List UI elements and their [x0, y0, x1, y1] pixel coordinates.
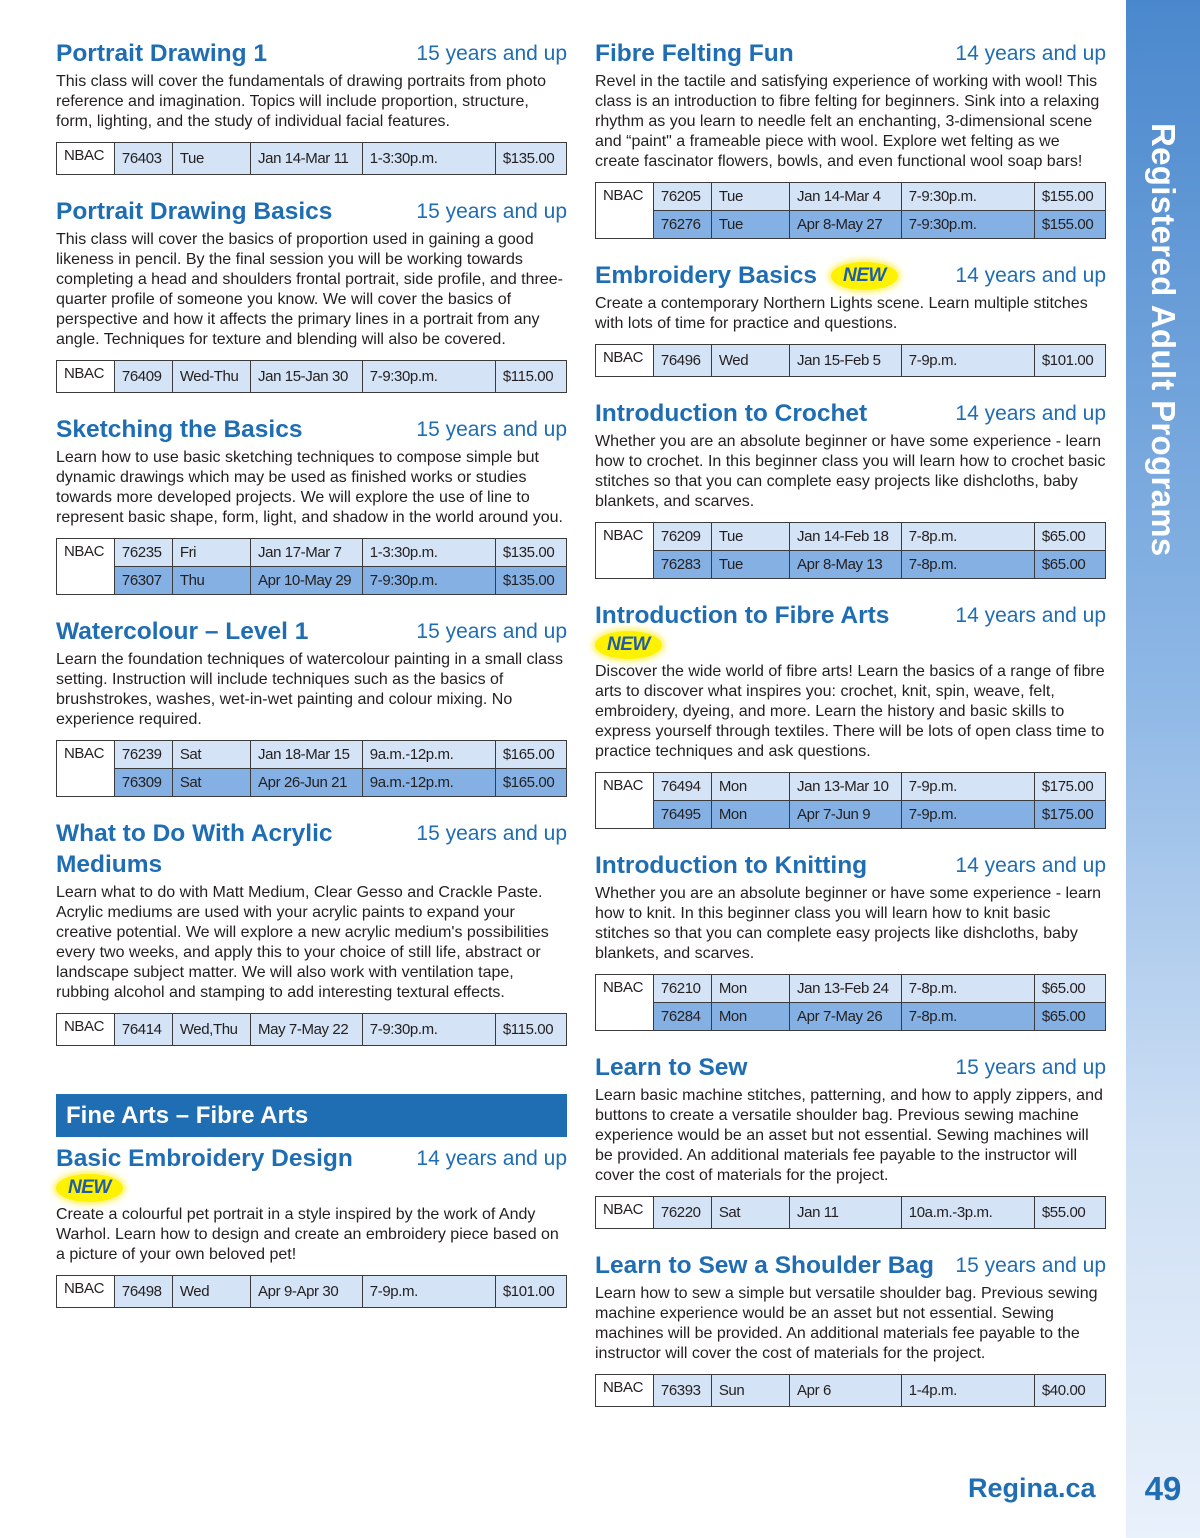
table-row: [596, 1375, 1106, 1407]
course-description: Learn what to do with Matt Medium, Clear Gesso and Crackle Paste. Acrylic mediums are used with your acrylic paints to expand your creative potential. We will explore a new acrylic medium's possibilities every two weeks, and apply this to your choice of still life, abstract or landscape subject matter. We will also work with ventilation tape, rubbing alcohol and stamping to add interesting textural effects.: [56, 884, 549, 1001]
dates-cell: Apr 7-Jun 9: [790, 801, 902, 829]
fee-cell: $175.00: [1034, 773, 1105, 801]
course-block: [56, 196, 567, 393]
course-title-text: Learn to Sew: [595, 1054, 748, 1081]
age-requirement: 14 years and up: [955, 402, 1106, 425]
fee-cell: $135.00: [495, 567, 566, 595]
course-header: [56, 1143, 567, 1202]
course-header: [595, 1250, 1106, 1281]
location-cell: NBAC: [596, 183, 654, 239]
course-code-cell: 76496: [653, 345, 711, 377]
course-title-text: Introduction to Knitting: [595, 852, 868, 879]
fee-cell: $65.00: [1034, 551, 1105, 579]
time-cell: 7-9:30p.m.: [901, 211, 1034, 239]
left-column: [56, 38, 567, 1329]
course-title: [56, 818, 416, 880]
course-code-cell: 76309: [114, 769, 172, 797]
course-block: [56, 818, 567, 1046]
course-title-text: Portrait Drawing 1: [56, 40, 268, 67]
day-cell: Tue: [711, 523, 789, 551]
location-cell: NBAC: [596, 345, 654, 377]
table-row: [57, 567, 567, 595]
table-row: [57, 539, 567, 567]
course-title: [56, 1143, 416, 1202]
fee-cell: $101.00: [1034, 345, 1105, 377]
dates-cell: Jan 14-Feb 18: [790, 523, 902, 551]
course-description: Create a contemporary Northern Lights scene. Learn multiple stitches with lots of time for practice and questions.: [595, 295, 1088, 332]
course-code-cell: 76284: [653, 1003, 711, 1031]
fee-cell: $65.00: [1034, 523, 1105, 551]
age-requirement: 14 years and up: [955, 264, 1106, 287]
location-cell: NBAC: [57, 741, 115, 797]
table-row: [596, 551, 1106, 579]
course-header: [595, 260, 1106, 291]
table-row: [596, 975, 1106, 1003]
course-header: [56, 616, 567, 647]
day-cell: Tue: [172, 143, 250, 175]
course-title-text: Learn to Sew a Shoulder Bag: [595, 1252, 934, 1279]
fee-cell: $115.00: [495, 361, 566, 393]
course-description: Learn how to use basic sketching techniques to compose simple but dynamic drawings which may be used as finished works or studies towards more developed projects. We will explore the use of line to represent basic shape, form, light, and shadow in the world around you.: [56, 449, 563, 526]
course-title: [56, 38, 281, 69]
day-cell: Mon: [711, 1003, 789, 1031]
schedule-table: [595, 522, 1106, 579]
day-cell: Wed: [172, 1276, 250, 1308]
course-block: [595, 260, 1106, 377]
age-requirement: 15 years and up: [955, 1056, 1106, 1079]
time-cell: 10a.m.-3p.m.: [901, 1197, 1034, 1229]
time-cell: 7-8p.m.: [901, 551, 1034, 579]
day-cell: Thu: [172, 567, 250, 595]
course-title-text: Embroidery Basics: [595, 262, 817, 289]
course-code-cell: 76205: [653, 183, 711, 211]
course-code-cell: 76235: [114, 539, 172, 567]
footer-website: Regina.ca: [968, 1473, 1096, 1503]
course-description: Discover the wide world of fibre arts! Learn the basics of a range of fibre arts to discover what inspires you: crochet, knit, spin, weave, felt, embroidery, dyeing, and more. Learn the history and basic skills to express yourself through textiles. There will be lots of open class time to practice techniques and ask questions.: [595, 663, 1105, 760]
location-cell: NBAC: [57, 143, 115, 175]
age-requirement: 15 years and up: [416, 200, 567, 223]
table-row: [596, 523, 1106, 551]
fee-cell: $40.00: [1034, 1375, 1105, 1407]
fee-cell: $165.00: [495, 769, 566, 797]
dates-cell: Apr 8-May 27: [790, 211, 902, 239]
age-requirement: 15 years and up: [416, 822, 567, 845]
course-title: [595, 600, 955, 659]
course-description: Revel in the tactile and satisfying experience of working with wool! This class is an introduction to fibre felting for beginners. Sink into a relaxing rhythm as you learn to needle felt an enchanting, 3-dimensional scene and “paint" a frameable piece with wool. Explore wet felting as we create fascinator flowers, bowls, and even functional wool soap bars!: [595, 73, 1100, 170]
fee-cell: $115.00: [495, 1014, 566, 1046]
course-header: [595, 1052, 1106, 1083]
course-block: [595, 1052, 1106, 1229]
course-title: [595, 1052, 761, 1083]
time-cell: 7-9:30p.m.: [362, 1014, 495, 1046]
new-badge: NEW: [595, 631, 662, 659]
day-cell: Tue: [711, 551, 789, 579]
dates-cell: Jan 14-Mar 4: [790, 183, 902, 211]
time-cell: 7-9p.m.: [362, 1276, 495, 1308]
course-code-cell: 76393: [653, 1375, 711, 1407]
course-code-cell: 76409: [114, 361, 172, 393]
location-cell: NBAC: [57, 361, 115, 393]
time-cell: 7-9p.m.: [901, 773, 1034, 801]
course-header: [595, 398, 1106, 429]
course-title: [56, 616, 322, 647]
course-title: [56, 414, 316, 445]
sidebar-title-text: Registered Adult Programs: [1145, 123, 1182, 557]
course-code-cell: 76220: [653, 1197, 711, 1229]
day-cell: Mon: [711, 801, 789, 829]
course-title-text: What to Do With Acrylic Mediums: [56, 820, 333, 878]
dates-cell: Jan 15-Feb 5: [790, 345, 902, 377]
table-row: [596, 345, 1106, 377]
course-code-cell: 76209: [653, 523, 711, 551]
table-row: [57, 769, 567, 797]
day-cell: Fri: [172, 539, 250, 567]
table-row: [57, 1276, 567, 1308]
course-code-cell: 76494: [653, 773, 711, 801]
day-cell: Sat: [711, 1197, 789, 1229]
time-cell: 7-9p.m.: [901, 345, 1034, 377]
new-badge: NEW: [56, 1174, 123, 1202]
course-title: [595, 398, 881, 429]
dates-cell: Jan 11: [790, 1197, 902, 1229]
fee-cell: $135.00: [495, 143, 566, 175]
location-cell: NBAC: [596, 1197, 654, 1229]
day-cell: Wed,Thu: [172, 1014, 250, 1046]
table-row: [596, 801, 1106, 829]
age-requirement: 14 years and up: [955, 42, 1106, 65]
course-description: Whether you are an absolute beginner or have some experience - learn how to crochet. In this beginner class you will learn how to crochet basic stitches so that you can complete easy projects like dishcloths, baby blankets, and scarves.: [595, 433, 1106, 510]
table-row: [57, 361, 567, 393]
course-title-text: Introduction to Fibre Arts: [595, 602, 890, 629]
time-cell: 9a.m.-12p.m.: [362, 769, 495, 797]
time-cell: 7-9p.m.: [901, 801, 1034, 829]
dates-cell: Jan 17-Mar 7: [251, 539, 363, 567]
course-header: [595, 600, 1106, 659]
age-requirement: 15 years and up: [416, 418, 567, 441]
dates-cell: Apr 6: [790, 1375, 902, 1407]
fee-cell: $135.00: [495, 539, 566, 567]
course-description: Whether you are an absolute beginner or have some experience - learn how to knit. In this beginner class you will learn how to knit basic stitches so that you can complete easy projects like dishcloths, baby blankets, and scarves.: [595, 885, 1102, 962]
dates-cell: Jan 14-Mar 11: [251, 143, 363, 175]
schedule-table: [595, 182, 1106, 239]
course-description: This class will cover the basics of proportion used in gaining a good likeness in pencil. By the final session you will be working towards completing a head and shoulders frontal portrait, side profile, and three-quarter profile of someone you know. We will cover the basics of perspective and how it affects the primary lines in a portrait from any angle. Techniques for texture and blending will also be covered.: [56, 231, 563, 348]
day-cell: Mon: [711, 773, 789, 801]
day-cell: Wed-Thu: [172, 361, 250, 393]
day-cell: Sat: [172, 741, 250, 769]
course-title-text: Watercolour – Level 1: [56, 618, 309, 645]
dates-cell: Jan 18-Mar 15: [251, 741, 363, 769]
table-row: [596, 1003, 1106, 1031]
course-header: [595, 38, 1106, 69]
course-block: [595, 38, 1106, 239]
fee-cell: $175.00: [1034, 801, 1105, 829]
schedule-table: [56, 1275, 567, 1308]
fee-cell: $65.00: [1034, 1003, 1105, 1031]
course-block: [595, 1250, 1106, 1407]
location-cell: NBAC: [57, 1276, 115, 1308]
right-column: [595, 38, 1106, 1428]
schedule-table: [595, 974, 1106, 1031]
age-requirement: 14 years and up: [416, 1147, 567, 1170]
dates-cell: Jan 13-Feb 24: [790, 975, 902, 1003]
course-title-text: Basic Embroidery Design: [56, 1145, 353, 1172]
table-row: [57, 741, 567, 769]
age-requirement: 15 years and up: [955, 1254, 1106, 1277]
table-row: [57, 143, 567, 175]
fee-cell: $155.00: [1034, 183, 1105, 211]
course-title: [595, 260, 898, 291]
time-cell: 1-3:30p.m.: [362, 143, 495, 175]
dates-cell: May 7-May 22: [251, 1014, 363, 1046]
course-description: Learn basic machine stitches, patterning, and how to apply zippers, and buttons to create a versatile shoulder bag. Previous sewing machine experience would be an asset but not essential. Sewing machines will be provided. An additional materials fee payable to the instructor will cover the cost of materials for the project.: [595, 1087, 1103, 1184]
schedule-table: [56, 360, 567, 393]
fee-cell: $165.00: [495, 741, 566, 769]
course-header: [56, 196, 567, 227]
fee-cell: $155.00: [1034, 211, 1105, 239]
age-requirement: 15 years and up: [416, 620, 567, 643]
time-cell: 9a.m.-12p.m.: [362, 741, 495, 769]
schedule-table: [595, 1196, 1106, 1229]
dates-cell: Apr 9-Apr 30: [251, 1276, 363, 1308]
course-description: Learn how to sew a simple but versatile shoulder bag. Previous sewing machine experience would be an asset but not essential. Sewing machines will be provided. An additional materials fee payable to the instructor will cover the cost of materials for the project.: [595, 1285, 1098, 1362]
course-code-cell: 76414: [114, 1014, 172, 1046]
course-title: [56, 196, 346, 227]
course-code-cell: 76498: [114, 1276, 172, 1308]
course-title-text: Introduction to Crochet: [595, 400, 868, 427]
age-requirement: 14 years and up: [955, 604, 1106, 627]
course-title-text: Sketching the Basics: [56, 416, 303, 443]
schedule-table: [56, 740, 567, 797]
course-title-text: Portrait Drawing Basics: [56, 198, 333, 225]
dates-cell: Apr 7-May 26: [790, 1003, 902, 1031]
course-block: [56, 38, 567, 175]
course-description: This class will cover the fundamentals of drawing portraits from photo reference and imagination. Topics will include proportion, structure, form, lighting, and the study of individual facial features.: [56, 73, 546, 130]
dates-cell: Jan 15-Jan 30: [251, 361, 363, 393]
course-code-cell: 76495: [653, 801, 711, 829]
table-row: [596, 773, 1106, 801]
course-title-text: Fibre Felting Fun: [595, 40, 794, 67]
course-title: [595, 38, 808, 69]
age-requirement: 14 years and up: [955, 854, 1106, 877]
time-cell: 1-3:30p.m.: [362, 539, 495, 567]
course-header: [56, 38, 567, 69]
table-row: [596, 183, 1106, 211]
location-cell: NBAC: [57, 1014, 115, 1046]
course-block: [595, 600, 1106, 829]
course-header: [56, 818, 567, 880]
day-cell: Sun: [711, 1375, 789, 1407]
time-cell: 1-4p.m.: [901, 1375, 1034, 1407]
page-number: 49: [1144, 1470, 1182, 1507]
dates-cell: Jan 13-Mar 10: [790, 773, 902, 801]
dates-cell: Apr 8-May 13: [790, 551, 902, 579]
location-cell: NBAC: [596, 1375, 654, 1407]
course-block: [56, 414, 567, 595]
course-block: [56, 1143, 567, 1308]
time-cell: 7-8p.m.: [901, 975, 1034, 1003]
age-requirement: 15 years and up: [416, 42, 567, 65]
course-block: [56, 616, 567, 797]
table-row: [596, 211, 1106, 239]
time-cell: 7-8p.m.: [901, 523, 1034, 551]
course-header: [56, 414, 567, 445]
course-description: Learn the foundation techniques of watercolour painting in a small class setting. Instruction will include techniques such as the basics of brushstrokes, washes, wet-in-wet painting and colour mixing. No experience required.: [56, 651, 563, 728]
schedule-table: [56, 538, 567, 595]
section-heading: Fine Arts – Fibre Arts: [56, 1094, 567, 1137]
day-cell: Tue: [711, 183, 789, 211]
day-cell: Mon: [711, 975, 789, 1003]
day-cell: Tue: [711, 211, 789, 239]
day-cell: Wed: [711, 345, 789, 377]
new-badge: NEW: [831, 262, 898, 290]
schedule-table: [56, 142, 567, 175]
course-description: Create a colourful pet portrait in a style inspired by the work of Andy Warhol. Learn how to design and create an embroidery piece based on a picture of your own beloved pet!: [56, 1206, 559, 1263]
course-code-cell: 76307: [114, 567, 172, 595]
time-cell: 7-9:30p.m.: [362, 361, 495, 393]
fee-cell: $101.00: [495, 1276, 566, 1308]
sidebar-title: [1126, 100, 1200, 580]
course-code-cell: 76403: [114, 143, 172, 175]
course-title: [595, 850, 881, 881]
schedule-table: [56, 1013, 567, 1046]
schedule-table: [595, 1374, 1106, 1407]
course-code-cell: 76239: [114, 741, 172, 769]
schedule-table: [595, 344, 1106, 377]
location-cell: NBAC: [57, 539, 115, 595]
course-header: [595, 850, 1106, 881]
dates-cell: Apr 10-May 29: [251, 567, 363, 595]
time-cell: 7-9:30p.m.: [901, 183, 1034, 211]
course-block: [595, 850, 1106, 1031]
table-row: [596, 1197, 1106, 1229]
fee-cell: $65.00: [1034, 975, 1105, 1003]
fee-cell: $55.00: [1034, 1197, 1105, 1229]
location-cell: NBAC: [596, 773, 654, 829]
course-code-cell: 76210: [653, 975, 711, 1003]
location-cell: NBAC: [596, 523, 654, 579]
time-cell: 7-9:30p.m.: [362, 567, 495, 595]
location-cell: NBAC: [596, 975, 654, 1031]
course-code-cell: 76276: [653, 211, 711, 239]
course-title: [595, 1250, 948, 1281]
day-cell: Sat: [172, 769, 250, 797]
table-row: [57, 1014, 567, 1046]
schedule-table: [595, 772, 1106, 829]
course-code-cell: 76283: [653, 551, 711, 579]
dates-cell: Apr 26-Jun 21: [251, 769, 363, 797]
time-cell: 7-8p.m.: [901, 1003, 1034, 1031]
course-block: [595, 398, 1106, 579]
